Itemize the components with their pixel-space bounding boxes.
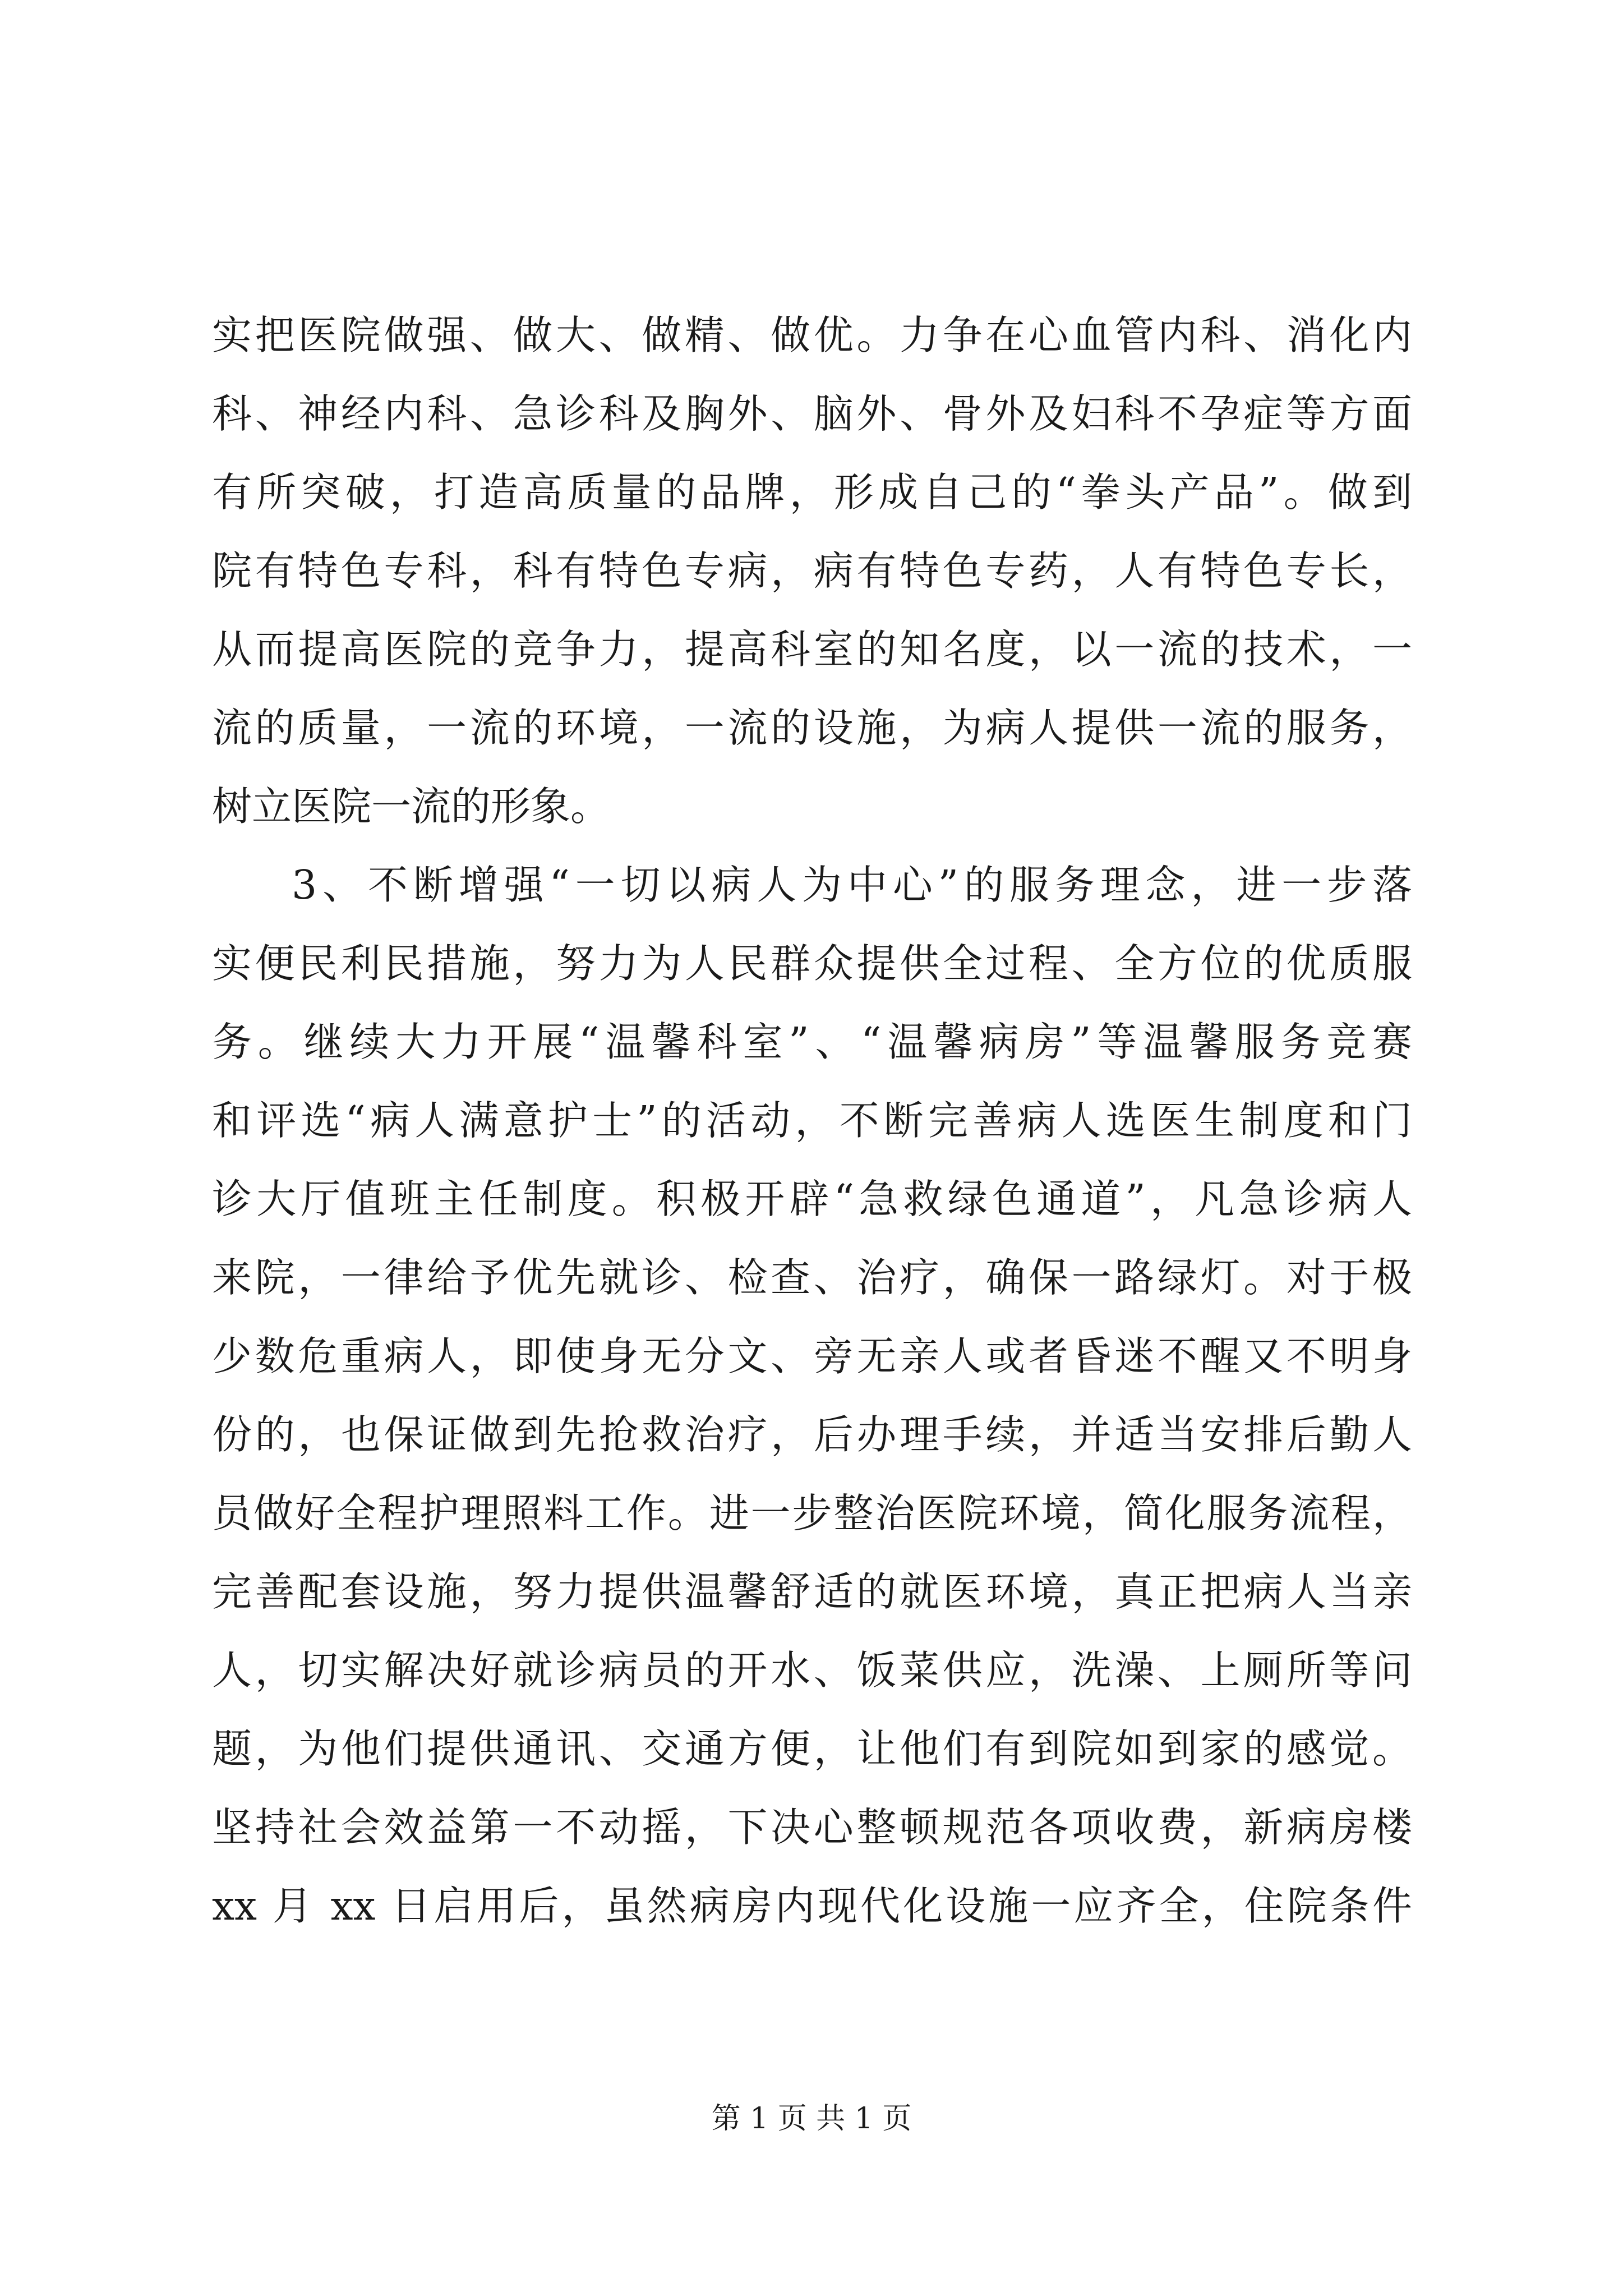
text-line: 流的质量，一流的环境，一流的设施，为病人提供一流的服务， xyxy=(212,705,1412,751)
text-line: 从而提高医院的竞争力，提高科室的知名度，以一流的技术，一 xyxy=(212,626,1412,673)
text-line: 务。继续大力开展“温馨科室”、“温馨病房”等温馨服务竞赛 xyxy=(212,1019,1412,1065)
text-line: 题，为他们提供通讯、交通方便，让他们有到院如到家的感觉。 xyxy=(212,1726,1412,1772)
text-line: 完善配套设施，努力提供温馨舒适的就医环境，真正把病人当亲 xyxy=(212,1568,1412,1615)
text-line: 份的，也保证做到先抢救治疗，后办理手续，并适当安排后勤人 xyxy=(212,1411,1412,1458)
text-line: 实把医院做强、做大、做精、做优。力争在心血管内科、消化内 xyxy=(212,312,1412,358)
text-line: 有所突破，打造高质量的品牌，形成自己的“拳头产品”。做到 xyxy=(212,469,1412,516)
text-line: 人，切实解决好就诊病员的开水、饭菜供应，洗澡、上厕所等问 xyxy=(212,1647,1412,1694)
text-line: 3、不断增强“一切以病人为中心”的服务理念，进一步落 xyxy=(292,862,1412,908)
text-line: 树立医院一流的形象。 xyxy=(212,783,611,830)
page-footer: 第 1 页 共 1 页 xyxy=(711,2102,912,2136)
text-line: xx 月 xx 日启用后，虽然病房内现代化设施一应齐全，住院条件 xyxy=(212,1883,1412,1929)
text-line: 员做好全程护理照料工作。进一步整治医院环境，简化服务流程， xyxy=(212,1490,1412,1536)
body-text xyxy=(212,296,1412,1945)
text-line: 少数危重病人，即使身无分文、旁无亲人或者昏迷不醒又不明身 xyxy=(212,1333,1412,1379)
text-line: 院有特色专科，科有特色专病，病有特色专药，人有特色专长， xyxy=(212,547,1412,594)
text-line: 坚持社会效益第一不动摇，下决心整顿规范各项收费，新病房楼 xyxy=(212,1804,1412,1851)
text-line: 来院，一律给予优先就诊、检查、治疗，确保一路绿灯。对于极 xyxy=(212,1254,1412,1301)
text-line: 实便民利民措施，努力为人民群众提供全过程、全方位的优质服 xyxy=(212,940,1412,987)
text-line: 和评选“病人满意护士”的活动，不断完善病人选医生制度和门 xyxy=(212,1097,1412,1144)
text-line: 诊大厅值班主任制度。积极开辟“急救绿色通道”，凡急诊病人 xyxy=(212,1176,1412,1222)
text-line: 科、神经内科、急诊科及胸外、脑外、骨外及妇科不孕症等方面 xyxy=(212,390,1412,437)
